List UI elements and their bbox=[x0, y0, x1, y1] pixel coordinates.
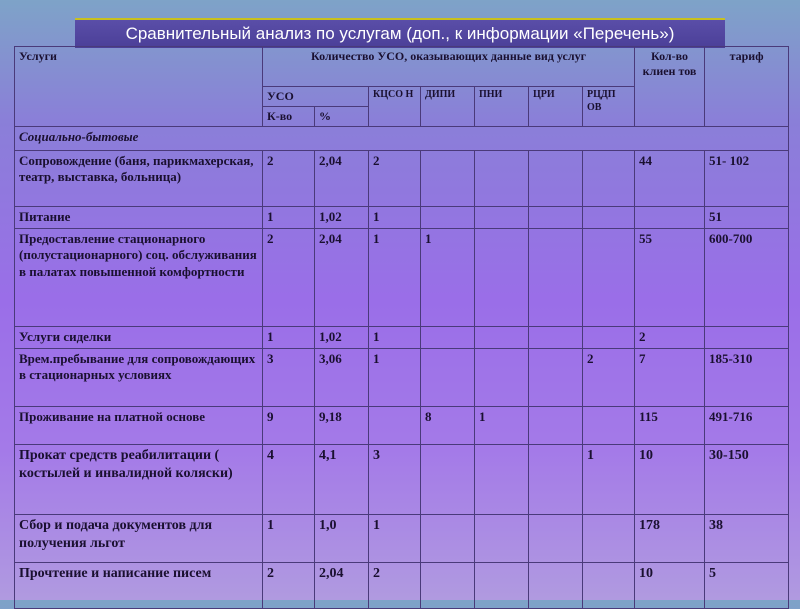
cell-cri bbox=[529, 407, 583, 445]
cell-pct: 2,04 bbox=[315, 229, 369, 327]
table-row bbox=[15, 515, 789, 563]
cell-cri bbox=[529, 327, 583, 349]
table-row bbox=[15, 407, 789, 445]
service-name: Услуги сиделки bbox=[15, 327, 263, 349]
cell-rcdp bbox=[583, 207, 635, 229]
table-row bbox=[15, 563, 789, 609]
cell-clients: 44 bbox=[635, 151, 705, 207]
cell-tariff: 51 bbox=[705, 207, 789, 229]
cell-dipi bbox=[421, 349, 475, 407]
cell-pct: 4,1 bbox=[315, 445, 369, 515]
cell-pct: 2,04 bbox=[315, 563, 369, 609]
cell-kvo: 2 bbox=[263, 151, 315, 207]
header-tariff: тариф bbox=[705, 47, 789, 127]
cell-cri bbox=[529, 151, 583, 207]
header-kvo: К-во bbox=[263, 107, 315, 127]
header-uso: УСО bbox=[263, 87, 369, 107]
cell-clients: 10 bbox=[635, 445, 705, 515]
cell-kcson: 1 bbox=[369, 515, 421, 563]
cell-rcdp bbox=[583, 327, 635, 349]
table-row bbox=[15, 151, 789, 207]
cell-rcdp: 2 bbox=[583, 349, 635, 407]
cell-rcdp: 1 bbox=[583, 445, 635, 515]
cell-clients: 178 bbox=[635, 515, 705, 563]
cell-kvo: 4 bbox=[263, 445, 315, 515]
header-percent: % bbox=[315, 107, 369, 127]
cell-tariff: 491-716 bbox=[705, 407, 789, 445]
cell-kvo: 1 bbox=[263, 515, 315, 563]
cell-cri bbox=[529, 445, 583, 515]
table-row bbox=[15, 229, 789, 327]
service-name: Предоставление стационарного (полустационарного) соц. обслуживания в палатах повышенной комфортности bbox=[15, 229, 263, 327]
cell-dipi bbox=[421, 515, 475, 563]
cell-dipi bbox=[421, 563, 475, 609]
service-name: Прочтение и написание писем bbox=[15, 563, 263, 609]
cell-pni bbox=[475, 327, 529, 349]
cell-pct: 1,02 bbox=[315, 207, 369, 229]
cell-kvo: 2 bbox=[263, 229, 315, 327]
cell-kcson: 3 bbox=[369, 445, 421, 515]
cell-tariff: 185-310 bbox=[705, 349, 789, 407]
header-cri: ЦРИ bbox=[529, 87, 583, 127]
service-name: Сопровождение (баня, парикмахерская, театр, выставка, больница) bbox=[15, 151, 263, 207]
cell-pni bbox=[475, 151, 529, 207]
table-row bbox=[15, 445, 789, 515]
cell-pni bbox=[475, 515, 529, 563]
cell-pct: 1,02 bbox=[315, 327, 369, 349]
cell-clients: 7 bbox=[635, 349, 705, 407]
cell-kcson: 2 bbox=[369, 151, 421, 207]
cell-pni bbox=[475, 207, 529, 229]
cell-cri bbox=[529, 207, 583, 229]
services-table bbox=[14, 46, 789, 609]
cell-pni: 1 bbox=[475, 407, 529, 445]
cell-pni bbox=[475, 349, 529, 407]
cell-clients: 2 bbox=[635, 327, 705, 349]
cell-dipi bbox=[421, 327, 475, 349]
table-row bbox=[15, 207, 789, 229]
cell-dipi bbox=[421, 207, 475, 229]
cell-kvo: 9 bbox=[263, 407, 315, 445]
cell-kvo: 2 bbox=[263, 563, 315, 609]
cell-kvo: 3 bbox=[263, 349, 315, 407]
service-name: Сбор и подача документов для получения льгот bbox=[15, 515, 263, 563]
header-pni: ПНИ bbox=[475, 87, 529, 127]
cell-rcdp bbox=[583, 515, 635, 563]
cell-tariff bbox=[705, 327, 789, 349]
cell-tariff: 600-700 bbox=[705, 229, 789, 327]
service-name: Проживание на платной основе bbox=[15, 407, 263, 445]
cell-kvo: 1 bbox=[263, 207, 315, 229]
cell-tariff: 38 bbox=[705, 515, 789, 563]
cell-pct: 1,0 bbox=[315, 515, 369, 563]
cell-dipi: 8 bbox=[421, 407, 475, 445]
cell-pni bbox=[475, 229, 529, 327]
cell-cri bbox=[529, 563, 583, 609]
cell-pct: 3,06 bbox=[315, 349, 369, 407]
cell-rcdp bbox=[583, 229, 635, 327]
cell-dipi bbox=[421, 151, 475, 207]
cell-clients: 55 bbox=[635, 229, 705, 327]
cell-pct: 9,18 bbox=[315, 407, 369, 445]
cell-cri bbox=[529, 229, 583, 327]
cell-clients: 10 bbox=[635, 563, 705, 609]
cell-kcson: 1 bbox=[369, 327, 421, 349]
cell-cri bbox=[529, 349, 583, 407]
cell-kcson: 1 bbox=[369, 229, 421, 327]
cell-tariff: 51- 102 bbox=[705, 151, 789, 207]
cell-kcson: 1 bbox=[369, 349, 421, 407]
header-rcdpov: РЦДП ОВ bbox=[583, 87, 635, 127]
header-kcson: КЦСО Н bbox=[369, 87, 421, 127]
cell-kcson bbox=[369, 407, 421, 445]
service-name: Питание bbox=[15, 207, 263, 229]
header-clients: Кол-во клиен тов bbox=[635, 47, 705, 127]
cell-rcdp bbox=[583, 407, 635, 445]
header-uso-count: Количество УСО, оказывающих данные вид услуг bbox=[263, 47, 635, 87]
cell-tariff: 5 bbox=[705, 563, 789, 609]
table-row bbox=[15, 349, 789, 407]
slide-title: Сравнительный анализ по услугам (доп., к информации «Перечень») bbox=[75, 18, 725, 48]
cell-pni bbox=[475, 563, 529, 609]
cell-dipi bbox=[421, 445, 475, 515]
cell-tariff: 30-150 bbox=[705, 445, 789, 515]
cell-kcson: 2 bbox=[369, 563, 421, 609]
service-name: Врем.пребывание для сопровождающих в стационарных условиях bbox=[15, 349, 263, 407]
cell-dipi: 1 bbox=[421, 229, 475, 327]
header-dipi: ДИПИ bbox=[421, 87, 475, 127]
cell-pni bbox=[475, 445, 529, 515]
category-row: Социально-бытовые bbox=[15, 127, 789, 151]
cell-kcson: 1 bbox=[369, 207, 421, 229]
cell-pct: 2,04 bbox=[315, 151, 369, 207]
header-services: Услуги bbox=[15, 47, 263, 127]
service-name: Прокат средств реабилитации ( костылей и инвалидной коляски) bbox=[15, 445, 263, 515]
cell-kvo: 1 bbox=[263, 327, 315, 349]
cell-rcdp bbox=[583, 151, 635, 207]
cell-rcdp bbox=[583, 563, 635, 609]
cell-clients: 115 bbox=[635, 407, 705, 445]
cell-clients bbox=[635, 207, 705, 229]
table-row bbox=[15, 327, 789, 349]
cell-cri bbox=[529, 515, 583, 563]
